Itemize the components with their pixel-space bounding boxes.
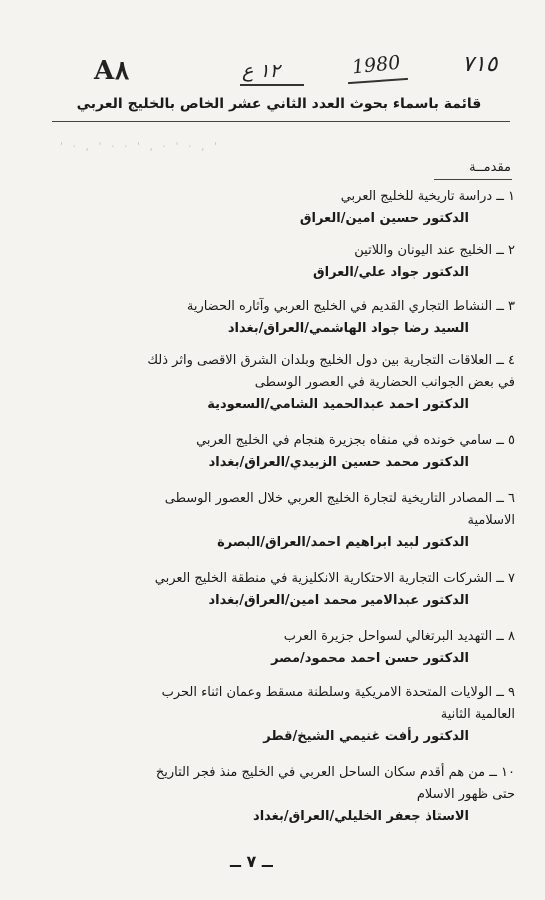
item-title-line: ٢ ــ الخليج عند اليونان واللاتين (354, 243, 515, 258)
item-author: الدكتور رأفت غنيمي الشيخ/قطر (263, 729, 469, 744)
year-mark-underline (348, 78, 408, 84)
list-item (35, 186, 515, 230)
item-author: الدكتور جواد علي/العراق (313, 265, 469, 280)
item-author: الدكتور عبدالامير محمد امين/العراق/بغداد (208, 593, 469, 608)
page-number: ــ ٧ ــ (230, 852, 273, 871)
page-title: قائمة باسماء بحوث العدد الثاني عشر الخاص بالخليج العربي (76, 96, 482, 112)
issue-mark-underline (240, 84, 304, 86)
list-item (35, 240, 515, 284)
intro-heading: مقدمــة (469, 160, 511, 175)
list-item (35, 626, 515, 670)
item-title-line: ٥ ــ سامي خونده في منفاه بجزيرة هنجام في الخليج العربي (196, 433, 515, 448)
item-title-line: ١ ــ دراسة تاريخية للخليج العربي (340, 189, 515, 204)
handwritten-folio-mark: A٨ (94, 56, 130, 86)
intro-underline (434, 179, 512, 180)
list-item (35, 762, 515, 828)
list-item (35, 682, 515, 748)
item-title-line: ٨ ــ التهديد البرتغالي لسواحل جزيرة العرب (283, 629, 515, 644)
list-item (35, 488, 515, 554)
item-author: الاستاذ جعفر الخليلي/العراق/بغداد (253, 809, 469, 824)
item-title-line: ٦ ــ المصادر التاريخية لتجارة الخليج العربي خلال العصور الوسطى (164, 491, 515, 506)
item-author: الدكتور لبيد ابراهيم احمد/العراق/البصرة (217, 535, 469, 550)
title-underline (52, 121, 510, 122)
item-author: الدكتور احمد عبدالحميد الشامي/السعودية (207, 397, 469, 412)
list-item (35, 296, 515, 340)
item-title-line: الاسلامية (467, 513, 515, 528)
list-item (35, 568, 515, 612)
item-title-line: ٩ ــ الولايات المتحدة الامريكية وسلطنة مسقط وعمان اثناء الحرب (161, 685, 515, 700)
item-title-line: العالمية الثانية (440, 707, 515, 722)
bleed-through-noise: ' · , ' · · ' , · ' · , ' (60, 140, 221, 153)
item-author: الدكتور حسن احمد محمود/مصر (271, 651, 469, 666)
item-author: الدكتور محمد حسين الزبيدي/العراق/بغداد (208, 455, 469, 470)
list-item (35, 430, 515, 474)
item-author: السيد رضا جواد الهاشمي/العراق/بغداد (227, 321, 469, 336)
handwritten-year-mark: 1980 (350, 51, 402, 79)
item-title-line: حتى ظهور الاسلام (416, 787, 515, 802)
item-title-line: ١٠ ــ من هم أقدم سكان الساحل العربي في الخليج منذ فجر التاريخ (155, 765, 515, 780)
item-author: الدكتور حسين امين/العراق (299, 211, 469, 226)
item-title-line: ٤ ــ العلاقات التجارية بين دول الخليج وبلدان الشرق الاقصى واثر ذلك (147, 353, 515, 368)
list-item (35, 350, 515, 416)
handwritten-issue-mark: ١٢ ع (242, 60, 280, 82)
item-title-line: ٧ ــ الشركات التجارية الاحتكارية الانكليزية في منطقة الخليج العربي (154, 571, 515, 586)
handwritten-page-mark: ٧١٥ (462, 52, 498, 77)
item-title-line: ٣ ــ النشاط التجاري القديم في الخليج العربي وآثاره الحضارية (186, 299, 515, 314)
item-title-line: في بعض الجوانب الحضارية في العصور الوسطى (254, 375, 515, 390)
